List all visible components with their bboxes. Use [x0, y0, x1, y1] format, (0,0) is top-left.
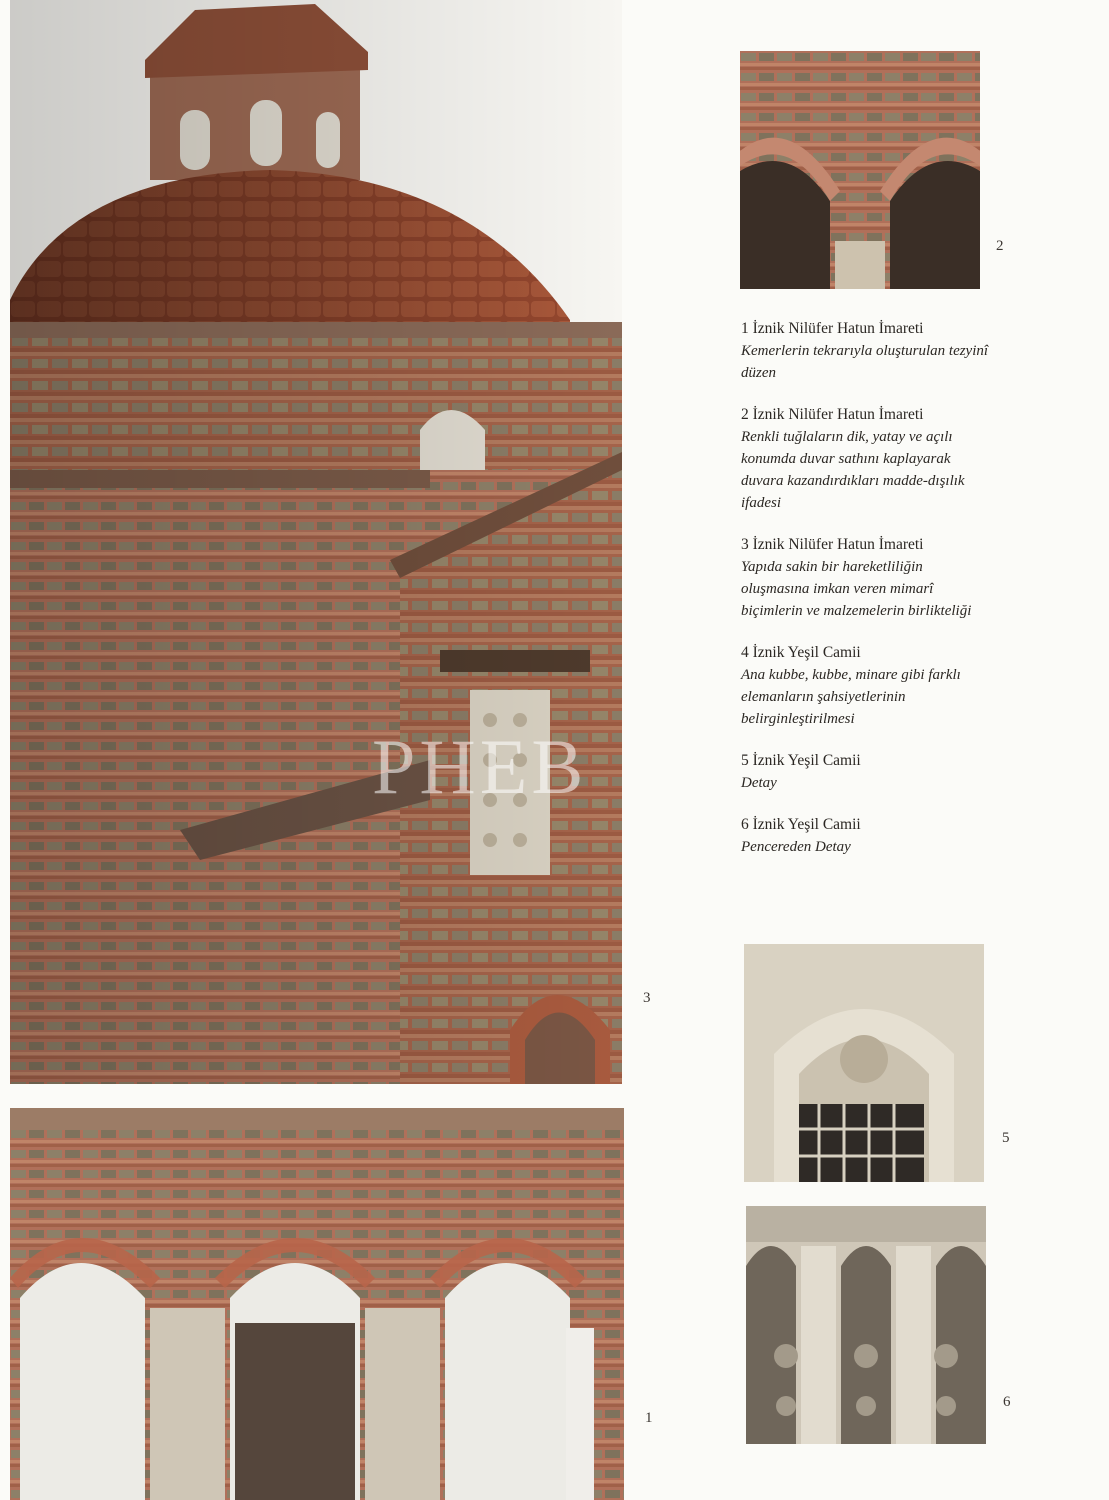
caption-description: Detay	[741, 775, 777, 791]
caption-title: 5 İznik Yeşil Camii	[741, 752, 861, 769]
caption-description: Yapıda sakin bir hareketliliğin oluşmasına imkan veren mimarî biçimlerin ve malzemelerin birlikteliği	[741, 559, 972, 619]
caption-6	[741, 814, 991, 858]
caption-3	[741, 534, 991, 622]
caption-title: 6 İznik Yeşil Camii	[741, 816, 861, 833]
caption-4	[741, 642, 991, 730]
caption-5	[741, 750, 991, 794]
caption-description: Ana kubbe, kubbe, minare gibi farklı elemanların şahsiyetlerinin belirginleştirilmesi	[741, 667, 961, 727]
photo-arcade-portico	[10, 1108, 624, 1500]
watermark-text: PHEB	[372, 723, 588, 810]
figure-number-5: 5	[1002, 1130, 1010, 1146]
figure-number-2: 2	[996, 238, 1004, 254]
caption-description: Kemerlerin tekrarıyla oluşturulan tezyinî düzen	[741, 343, 989, 381]
caption-description: Renkli tuğlaların dik, yatay ve açılı konumda duvar sathını kaplayarak duvara kazandırdıkları madde-dışılık ifadesi	[741, 429, 965, 511]
photo-carved-niche-detail	[746, 1206, 986, 1444]
photo-arches-detail	[740, 51, 980, 289]
figure-number-3: 3	[643, 990, 651, 1006]
caption-1	[741, 318, 991, 384]
photo-dome-brick-walls	[10, 0, 622, 1084]
photo-window-detail	[744, 944, 984, 1182]
caption-title: 3 İznik Nilüfer Hatun İmareti	[741, 536, 924, 553]
caption-2	[741, 404, 991, 514]
figure-number-1: 1	[645, 1410, 653, 1426]
caption-description: Pencereden Detay	[741, 839, 851, 855]
caption-list	[741, 318, 991, 878]
figure-number-6: 6	[1003, 1394, 1011, 1410]
caption-title: 1 İznik Nilüfer Hatun İmareti	[741, 320, 924, 337]
caption-title: 4 İznik Yeşil Camii	[741, 644, 861, 661]
caption-title: 2 İznik Nilüfer Hatun İmareti	[741, 406, 924, 423]
